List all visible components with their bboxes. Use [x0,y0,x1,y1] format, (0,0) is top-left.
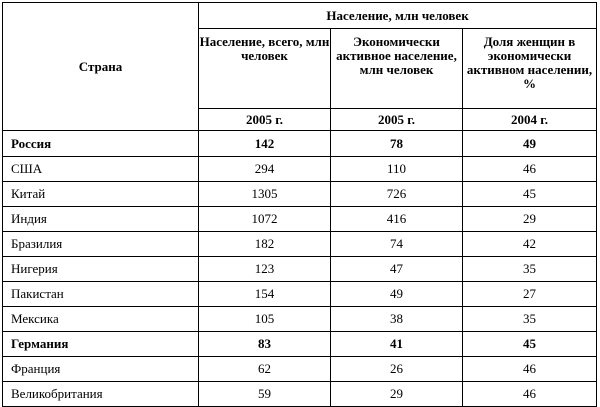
women-share-cell: 46 [463,157,597,182]
country-cell: Бразилия [3,232,199,257]
table-row [3,257,597,282]
population-cell: 123 [199,257,331,282]
economic-cell: 110 [331,157,463,182]
table-row [3,307,597,332]
country-cell: Пакистан [3,282,199,307]
population-table [2,2,597,407]
population-cell: 59 [199,382,331,407]
women-share-cell: 27 [463,282,597,307]
country-cell: Великобритания [3,382,199,407]
population-cell: 182 [199,232,331,257]
women-share-cell: 29 [463,207,597,232]
table-row [3,232,597,257]
population-cell: 142 [199,131,331,157]
population-cell: 154 [199,282,331,307]
women-share-cell: 45 [463,332,597,357]
population-cell: 1072 [199,207,331,232]
country-cell: Франция [3,357,199,382]
population-cell: 62 [199,357,331,382]
table-row [3,182,597,207]
economic-cell: 49 [331,282,463,307]
economic-cell: 26 [331,357,463,382]
economic-cell: 38 [331,307,463,332]
women-share-year-header: 2004 г. [463,109,597,131]
women-share-cell: 42 [463,232,597,257]
population-cell: 1305 [199,182,331,207]
women-share-cell: 46 [463,382,597,407]
economic-cell: 29 [331,382,463,407]
economic-cell: 74 [331,232,463,257]
economic-cell: 78 [331,131,463,157]
women-share-cell: 35 [463,257,597,282]
women-share-cell: 35 [463,307,597,332]
country-cell: США [3,157,199,182]
economic-cell: 47 [331,257,463,282]
group-header: Население, млн человек [199,3,597,29]
country-cell: Германия [3,332,199,357]
women-share-column-header: Доля женщин в экономически активном населении, % [463,29,597,109]
country-column-header: Страна [3,3,199,131]
country-cell: Индия [3,207,199,232]
economic-cell: 41 [331,332,463,357]
economic-cell: 726 [331,182,463,207]
table-row [3,332,597,357]
table-body [3,131,597,407]
table-row [3,207,597,232]
women-share-cell: 49 [463,131,597,157]
women-share-cell: 46 [463,357,597,382]
country-cell: Мексика [3,307,199,332]
table-row [3,157,597,182]
population-cell: 83 [199,332,331,357]
table-row [3,282,597,307]
country-cell: Россия [3,131,199,157]
country-cell: Китай [3,182,199,207]
economic-year-header: 2005 г. [331,109,463,131]
country-cell: Нигерия [3,257,199,282]
population-column-header: Население, всего, млн человек [199,29,331,109]
population-cell: 294 [199,157,331,182]
table-row [3,131,597,157]
women-share-cell: 45 [463,182,597,207]
table-row [3,357,597,382]
economic-column-header: Экономически активное население, млн человек [331,29,463,109]
population-year-header: 2005 г. [199,109,331,131]
population-cell: 105 [199,307,331,332]
economic-cell: 416 [331,207,463,232]
